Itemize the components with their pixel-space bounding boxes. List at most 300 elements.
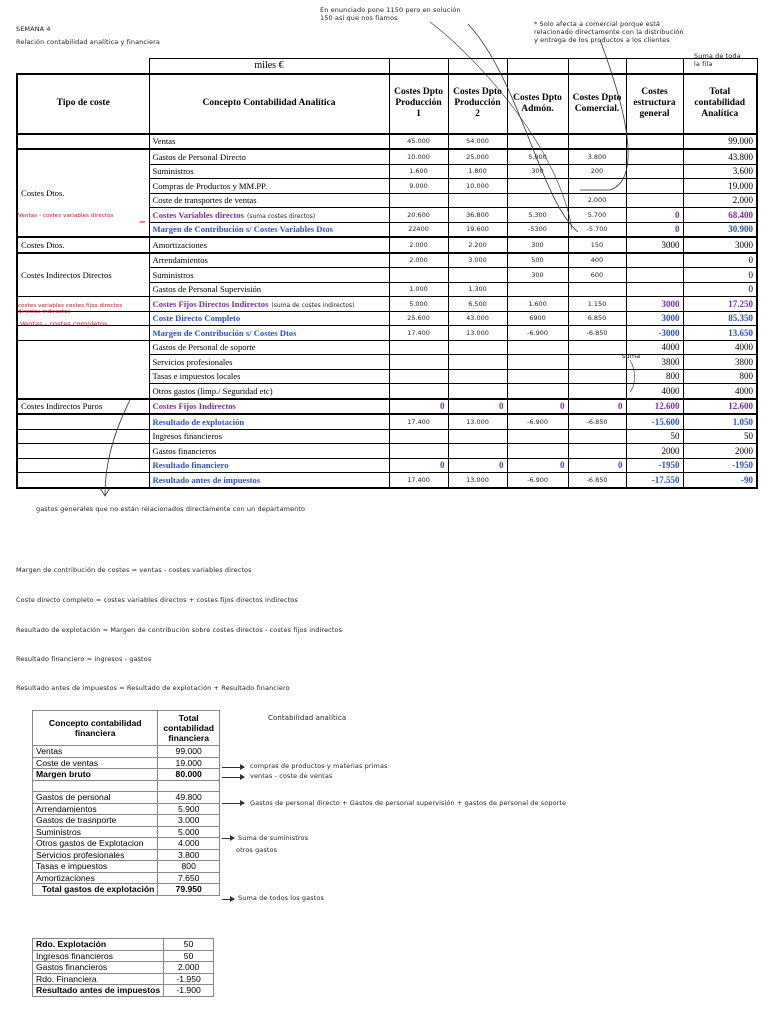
table-row xyxy=(17,340,757,355)
cell-est xyxy=(626,134,683,150)
fin-row xyxy=(33,769,220,781)
fin-row xyxy=(33,826,220,838)
cell-tipo xyxy=(17,414,149,429)
cell-est xyxy=(626,179,683,194)
cell-com: -6.850 xyxy=(568,414,626,429)
cell-p2 xyxy=(448,355,507,370)
rdo-row xyxy=(33,973,214,985)
fin-row xyxy=(33,884,220,896)
cell-concepto xyxy=(149,179,389,194)
cell-total: 3800 xyxy=(683,355,757,370)
cell-adm: 1.600 xyxy=(507,297,568,312)
concepto-label: Costes Fijos Directos Indirectos xyxy=(152,298,269,309)
cell-total: 0 xyxy=(683,253,757,268)
units-label: miles € xyxy=(149,59,389,74)
cell-adm: 0 xyxy=(507,458,568,473)
cell-est: 3800 xyxy=(626,355,683,370)
note-suma: suma xyxy=(622,352,641,360)
rdo-label: Ingresos financieros xyxy=(33,950,164,962)
cell-p2 xyxy=(448,193,507,208)
header-tipo: Tipo de coste xyxy=(17,74,149,134)
concepto-label: Amortizaciones xyxy=(152,239,207,250)
fin-value: 800 xyxy=(158,861,220,873)
cell-com: 0 xyxy=(568,458,626,473)
cell-concepto xyxy=(149,237,389,253)
fin-note-suministros: Suma de suministros xyxy=(238,834,309,842)
cell-est: 12.600 xyxy=(626,399,683,415)
cell-p1 xyxy=(389,369,448,384)
cell-p2 xyxy=(448,429,507,444)
cell-tipo: Costes Dtos. xyxy=(17,149,149,237)
cell-p1: 45.000 xyxy=(389,134,448,150)
concepto-label: Coste de transportes de ventas xyxy=(152,195,257,206)
cell-p1 xyxy=(389,193,448,208)
cell-concepto xyxy=(149,355,389,370)
cell-total: 17.250 xyxy=(683,297,757,312)
cell-p2: 13.000 xyxy=(448,326,507,341)
table-row xyxy=(17,399,757,415)
fin-label: Arrendamientos xyxy=(33,803,158,815)
cell-total: 43.800 xyxy=(683,149,757,164)
arrow-gastos-personal xyxy=(222,803,244,804)
cell-com xyxy=(568,282,626,297)
cell-est xyxy=(626,193,683,208)
cell-est: 50 xyxy=(626,429,683,444)
cell-p1 xyxy=(389,355,448,370)
week-label: SEMANA 4 xyxy=(16,25,51,33)
cell-p1: 1.000 xyxy=(389,282,448,297)
concepto-label: Gastos de Personal de soporte xyxy=(152,342,256,353)
cell-p1: 22400 xyxy=(389,222,448,237)
cell-adm: 300 xyxy=(507,164,568,179)
cell-adm: 5.300 xyxy=(507,208,568,223)
concepto-label: Margen de Contribución s/ Costes Dtos xyxy=(152,327,297,338)
cell-est: 800 xyxy=(626,369,683,384)
cell-p1: 0 xyxy=(389,458,448,473)
concepto-label: Gastos de Personal Directo xyxy=(152,151,246,162)
arrow-total xyxy=(222,899,234,900)
cell-total: 50 xyxy=(683,429,757,444)
cell-concepto xyxy=(149,340,389,355)
cell-est: 4000 xyxy=(626,384,683,399)
cell-est xyxy=(626,149,683,164)
table-row xyxy=(17,253,757,268)
cell-adm xyxy=(507,134,568,150)
header-admon: Costes Dpto Admón. xyxy=(507,74,568,134)
cell-est: 3000 xyxy=(626,237,683,253)
cell-total: 19.000 xyxy=(683,179,757,194)
fin-note-coste-ventas: compras de productos y materias primas xyxy=(250,762,388,770)
fin-label: Total gastos de explotación xyxy=(33,884,158,896)
cell-est: -17.550 xyxy=(626,473,683,488)
arrow-suministros xyxy=(222,838,234,839)
fin-row xyxy=(33,849,220,861)
cell-p1 xyxy=(389,268,448,283)
concepto-label: Margen de Contribución s/ Costes Variables Dtos xyxy=(152,224,333,235)
note-margen-variable: Ventas - costes variables directos xyxy=(18,213,114,219)
cell-tipo xyxy=(17,429,149,444)
cell-p2 xyxy=(448,268,507,283)
fin-note-total: Suma de todos los gastos xyxy=(238,894,324,902)
fin-label: Servicios profesionales xyxy=(33,849,158,861)
cell-com: 200 xyxy=(568,164,626,179)
header-prod1: Costes Dpto Producción 1 xyxy=(389,74,448,134)
cell-concepto xyxy=(149,149,389,164)
cell-concepto xyxy=(149,134,389,150)
cell-com: 1.150 xyxy=(568,297,626,312)
cell-p1: 10.000 xyxy=(389,149,448,164)
concepto-note: (suma costes directos) xyxy=(247,212,316,220)
cell-p2 xyxy=(448,384,507,399)
cell-adm xyxy=(507,340,568,355)
header-comercial: Costes Dpto Comercial. xyxy=(568,74,626,134)
header-total: Total contabilidad Analítica xyxy=(683,74,757,134)
cell-com: 2.000 xyxy=(568,193,626,208)
cell-com xyxy=(568,340,626,355)
financial-table xyxy=(32,710,220,896)
header-estructura: Costes estructura general xyxy=(626,74,683,134)
cell-total: 2000 xyxy=(683,444,757,459)
cell-total: -1950 xyxy=(683,458,757,473)
enunciado-note: En enunciado pone 1150 pero en solución 150 así que nos fiamos xyxy=(320,6,461,22)
rdo-value: -1.900 xyxy=(164,985,214,997)
concepto-label: Costes Fijos Indirectos xyxy=(152,401,236,412)
formula-margen: Margen de contribución de costes = ventas - costes variables directos xyxy=(16,566,252,574)
rdo-row xyxy=(33,939,214,951)
cell-adm xyxy=(507,193,568,208)
concepto-label: Servicios profesionales xyxy=(152,356,233,367)
cell-total: 30.900 xyxy=(683,222,757,237)
concepto-label: Suministros xyxy=(152,269,194,280)
fin-value: 3.000 xyxy=(158,815,220,827)
cell-p2 xyxy=(448,340,507,355)
cell-com: 600 xyxy=(568,268,626,283)
cell-p1 xyxy=(389,384,448,399)
cell-p2: 1.300 xyxy=(448,282,507,297)
cell-p2: 19.600 xyxy=(448,222,507,237)
fin-value: 19.000 xyxy=(158,757,220,769)
fin-label xyxy=(33,780,158,792)
cell-adm xyxy=(507,355,568,370)
fin-label: Margen bruto xyxy=(33,769,158,781)
concepto-label: Gastos de Personal Supervisión xyxy=(152,284,262,295)
cell-p2: 1.800 xyxy=(448,164,507,179)
cell-total: 4000 xyxy=(683,384,757,399)
cell-p1: 0 xyxy=(389,399,448,415)
cell-adm: 6900 xyxy=(507,311,568,326)
table-row xyxy=(17,326,757,341)
cell-adm: 5.000 xyxy=(507,149,568,164)
rdo-row xyxy=(33,985,214,997)
cell-p2: 43.000 xyxy=(448,311,507,326)
cell-concepto xyxy=(149,444,389,459)
concepto-label: Ventas xyxy=(152,136,176,147)
cell-adm xyxy=(507,369,568,384)
topic-label: Relación contabilidad analítica y financiera xyxy=(16,38,160,46)
comercial-note: * Solo afecta a comercial porque está relacionado directamente con la distribución y entrega de los productos a los clientes xyxy=(534,20,684,44)
cell-com: 3.800 xyxy=(568,149,626,164)
cell-total: 3.600 xyxy=(683,164,757,179)
fin-row xyxy=(33,757,220,769)
cell-com: 150 xyxy=(568,237,626,253)
cell-total: 4000 xyxy=(683,340,757,355)
fin-row xyxy=(33,872,220,884)
cell-tipo: Costes Indirectos Directos xyxy=(17,253,149,297)
fin-note-otros: otros gastos xyxy=(236,846,278,854)
cell-adm: 0 xyxy=(507,399,568,415)
cell-p2: 10.000 xyxy=(448,179,507,194)
analytic-table xyxy=(16,58,758,489)
fin-label: Otros gastos de Explotacion xyxy=(33,838,158,850)
fin-label: Amortizaciones xyxy=(33,872,158,884)
cell-concepto xyxy=(149,208,389,223)
fin-value: 79.950 xyxy=(158,884,220,896)
cell-est: -3000 xyxy=(626,326,683,341)
cell-est xyxy=(626,282,683,297)
cell-concepto xyxy=(149,384,389,399)
fin-value xyxy=(158,780,220,792)
cell-p1: 17.400 xyxy=(389,473,448,488)
cell-tipo: Costes Indirectos Puros xyxy=(17,399,149,415)
cell-p2 xyxy=(448,444,507,459)
rdo-label: Gastos financieros xyxy=(33,962,164,974)
cell-concepto xyxy=(149,429,389,444)
cell-p1 xyxy=(389,429,448,444)
fin-value: 7.650 xyxy=(158,872,220,884)
cell-p2: 25.000 xyxy=(448,149,507,164)
cell-p1 xyxy=(389,444,448,459)
cell-p2: 2.200 xyxy=(448,237,507,253)
cell-com xyxy=(568,444,626,459)
cell-est xyxy=(626,253,683,268)
cell-p1: 1.600 xyxy=(389,164,448,179)
fin-note-margen-bruto: ventas - coste de ventas xyxy=(250,772,333,780)
fin-note-gastos-personal: Gastos de personal directo + Gastos de personal supervisión + gastos de personal de soporte xyxy=(250,799,567,807)
cell-concepto xyxy=(149,268,389,283)
arrow-coste-ventas xyxy=(222,767,244,768)
table-row xyxy=(17,237,757,253)
fin-row xyxy=(33,861,220,873)
rdo-label: Rdo. Financiera xyxy=(33,973,164,985)
formula-coste-directo: Coste directo completo = costes variables directos + costes fijos directos indirectos xyxy=(16,596,298,604)
cell-est: -15.600 xyxy=(626,414,683,429)
cell-p2: 0 xyxy=(448,458,507,473)
cell-adm xyxy=(507,179,568,194)
cell-est: -1950 xyxy=(626,458,683,473)
cell-est xyxy=(626,268,683,283)
fin-header-total: Total contabilidad financiera xyxy=(158,711,220,746)
fin-label: Ventas xyxy=(33,746,158,758)
fin-label: Gastos de personal xyxy=(33,792,158,804)
cell-total: 3000 xyxy=(683,237,757,253)
fin-label: Suministros xyxy=(33,826,158,838)
fin-label: Coste de ventas xyxy=(33,757,158,769)
fin-header-concepto: Concepto contabilidad financiera xyxy=(33,711,158,746)
cell-total: 68.400 xyxy=(683,208,757,223)
concepto-label: Resultado financiero xyxy=(152,460,229,471)
note-margen-directo: Ventas - costes completos xyxy=(20,320,108,328)
cell-adm xyxy=(507,384,568,399)
table-row xyxy=(17,458,757,473)
cell-p1: 17.400 xyxy=(389,326,448,341)
concepto-label: Tasas e impuestos locales xyxy=(152,371,241,382)
cell-adm xyxy=(507,444,568,459)
cell-concepto xyxy=(149,222,389,237)
cell-est: 3000 xyxy=(626,297,683,312)
fin-row xyxy=(33,815,220,827)
cell-p2: 3.000 xyxy=(448,253,507,268)
fin-row xyxy=(33,803,220,815)
concepto-label: Suministros xyxy=(152,166,194,177)
cell-est: 4000 xyxy=(626,340,683,355)
cell-concepto xyxy=(149,297,389,312)
concepto-label: Resultado de explotación xyxy=(152,416,245,427)
cell-p1: 2.000 xyxy=(389,253,448,268)
table-row xyxy=(17,134,757,150)
cell-adm: 300 xyxy=(507,268,568,283)
cell-concepto xyxy=(149,399,389,415)
concepto-label: Ingresos financieros xyxy=(152,431,222,442)
fin-value: 80.000 xyxy=(158,769,220,781)
fin-value: 3.800 xyxy=(158,849,220,861)
cell-com: 6.850 xyxy=(568,311,626,326)
cell-est: 0 xyxy=(626,208,683,223)
concepto-label: Otros gastos (limp./ Seguridad etc) xyxy=(152,385,273,396)
fin-row xyxy=(33,838,220,850)
cell-concepto xyxy=(149,326,389,341)
formula-resultado-financiero: Resultado financiero = ingresos - gastos xyxy=(16,655,152,663)
cell-total: 13.650 xyxy=(683,326,757,341)
fin-row xyxy=(33,780,220,792)
cell-adm: -5300 xyxy=(507,222,568,237)
cell-total: 800 xyxy=(683,369,757,384)
cell-com: 400 xyxy=(568,253,626,268)
cell-total: 0 xyxy=(683,282,757,297)
concepto-label: Costes Variables directos xyxy=(152,209,245,220)
cell-total: 85.350 xyxy=(683,311,757,326)
cell-com: -6.850 xyxy=(568,326,626,341)
note-gastos-generales: gastos generales que no están relacionados directamente con un departamento xyxy=(36,505,306,513)
table-row xyxy=(17,429,757,444)
note-coste-directo: costes variables costes fijos directos directos indirectos xyxy=(18,303,123,315)
table-row xyxy=(17,414,757,429)
cell-com: 5.700 xyxy=(568,208,626,223)
fin-label: Tasas e impuestos xyxy=(33,861,158,873)
row-sum-note: Suma de toda la fila xyxy=(694,52,741,68)
cell-tipo: Costes Dtos. xyxy=(17,237,149,253)
cell-concepto xyxy=(149,164,389,179)
cell-com: -5.700 xyxy=(568,222,626,237)
cell-adm: -6.900 xyxy=(507,414,568,429)
cell-tipo xyxy=(17,134,149,150)
cell-com xyxy=(568,369,626,384)
fin-table-note: Contabilidad analítica xyxy=(268,714,347,722)
cell-adm: 300 xyxy=(507,237,568,253)
cell-adm: -6.900 xyxy=(507,326,568,341)
rdo-value: 2.000 xyxy=(164,962,214,974)
cell-com: -6.850 xyxy=(568,473,626,488)
cell-est xyxy=(626,164,683,179)
cell-total: 0 xyxy=(683,268,757,283)
cell-tipo xyxy=(17,473,149,488)
fin-value: 4.000 xyxy=(158,838,220,850)
cell-est: 0 xyxy=(626,222,683,237)
cell-com: 0 xyxy=(568,399,626,415)
fin-value: 99.000 xyxy=(158,746,220,758)
cell-com xyxy=(568,179,626,194)
cell-concepto xyxy=(149,369,389,384)
rdo-value: -1.950 xyxy=(164,973,214,985)
cell-com xyxy=(568,429,626,444)
rdo-label: Rdo. Explotación xyxy=(33,939,164,951)
fin-value: 5.000 xyxy=(158,826,220,838)
cell-com xyxy=(568,134,626,150)
cell-com xyxy=(568,355,626,370)
cell-com xyxy=(568,384,626,399)
cell-p1: 25.600 xyxy=(389,311,448,326)
cell-concepto xyxy=(149,253,389,268)
cell-adm: -6.900 xyxy=(507,473,568,488)
cell-total: 1.050 xyxy=(683,414,757,429)
cell-adm: 500 xyxy=(507,253,568,268)
table-row xyxy=(17,473,757,488)
table-row xyxy=(17,149,757,164)
cell-p1: 2.000 xyxy=(389,237,448,253)
cell-est: 3000 xyxy=(626,311,683,326)
cell-p1: 9.000 xyxy=(389,179,448,194)
rdo-value: 50 xyxy=(164,950,214,962)
rdo-row xyxy=(33,962,214,974)
cell-tipo xyxy=(17,340,149,399)
cell-total: 12.600 xyxy=(683,399,757,415)
result-table xyxy=(32,938,214,997)
cell-est: 2000 xyxy=(626,444,683,459)
cell-concepto xyxy=(149,414,389,429)
cell-total: 99.000 xyxy=(683,134,757,150)
cell-adm xyxy=(507,429,568,444)
header-prod2: Costes Dpto Producción 2 xyxy=(448,74,507,134)
fin-value: 5.900 xyxy=(158,803,220,815)
concepto-label: Compras de Productos y MM.PP. xyxy=(152,180,268,191)
arrow-margen-bruto xyxy=(222,777,244,778)
table-row xyxy=(17,444,757,459)
cell-p2: 13.000 xyxy=(448,473,507,488)
concepto-label: Resultado antes de impuestos xyxy=(152,474,261,485)
cell-p2: 13.000 xyxy=(448,414,507,429)
header-concepto: Concepto Contabilidad Analítica xyxy=(149,74,389,134)
cell-total: -90 xyxy=(683,473,757,488)
concepto-label: Coste Directo Completo xyxy=(152,313,241,324)
fin-row xyxy=(33,792,220,804)
cell-concepto xyxy=(149,311,389,326)
cell-p1 xyxy=(389,340,448,355)
fin-row xyxy=(33,746,220,758)
cell-p2: 6.500 xyxy=(448,297,507,312)
fin-label: Gastos de trasnporte xyxy=(33,815,158,827)
cell-p2: 0 xyxy=(448,399,507,415)
formula-resultado-antes: Resultado antes de impuestos = Resultado de explotación + Resultado financiero xyxy=(16,684,290,692)
concepto-label: Gastos financieros xyxy=(152,445,217,456)
table-header xyxy=(17,74,757,134)
cell-concepto xyxy=(149,473,389,488)
cell-p2: 54.000 xyxy=(448,134,507,150)
cell-adm xyxy=(507,282,568,297)
cell-total: 2.000 xyxy=(683,193,757,208)
cell-concepto xyxy=(149,282,389,297)
cell-concepto xyxy=(149,458,389,473)
rdo-row xyxy=(33,950,214,962)
cell-p1: 20.600 xyxy=(389,208,448,223)
